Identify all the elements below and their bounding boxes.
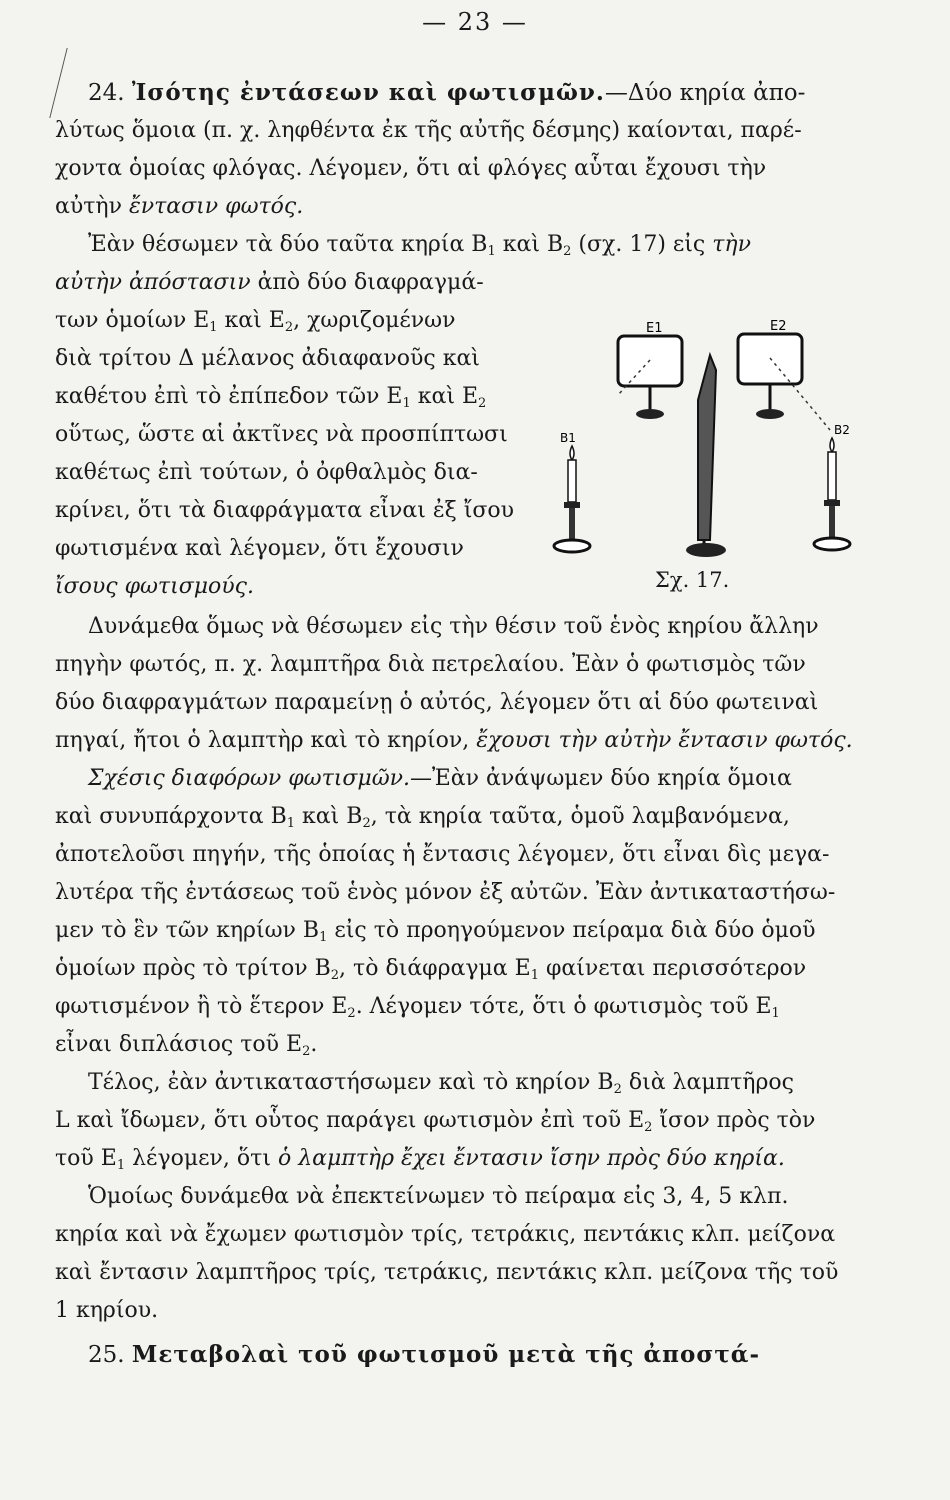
text-fragment: φαίνεται περισσότερον <box>539 956 807 981</box>
text-line: διὰ τρίτου Δ μέλανος ἀδιαφανοῦς καὶ <box>55 346 480 371</box>
text-fragment: ὁμοίων πρὸς τὸ τρίτον Β <box>55 956 331 981</box>
text-fragment: ἴσον πρὸς τὸν <box>652 1108 816 1133</box>
section-25-heading <box>88 1340 760 1370</box>
label-e2: Ε2 <box>770 319 787 334</box>
text-fragment: λέγομεν, ὅτι <box>125 1146 278 1171</box>
subscript: 1 <box>319 930 328 945</box>
subsection-title: Σχέσις διαφόρων φωτισμῶν. <box>88 766 411 791</box>
text-fragment: εἰς τὸ προηγούμενον πείραμα διὰ δύο ὁμοῦ <box>327 918 816 943</box>
text-fragment: Τέλος, ἐὰν ἀντικαταστήσωμεν καὶ τὸ κηρίον Β <box>88 1070 614 1095</box>
text-fragment: καὶ Ε <box>217 308 285 333</box>
section-title: Μεταβολαὶ τοῦ φωτισμοῦ μετὰ τῆς ἀποστά- <box>131 1341 761 1368</box>
label-b1: Β1 <box>560 431 576 445</box>
subscript: 2 <box>644 1120 653 1135</box>
text-line: Ὁμοίως δυνάμεθα νὰ ἐπεκτείνωμεν τὸ πείραμα εἰς 3, 4, 5 κλπ. <box>88 1184 789 1209</box>
subscript: 2 <box>302 1044 311 1059</box>
text-line <box>88 230 751 267</box>
text-fragment: μεν τὸ ἓν τῶν κηρίων Β <box>55 918 320 943</box>
text-fragment: αὐτὴν <box>55 194 129 219</box>
italic-term: ἔχουσι τὴν αὐτὴν ἔντασιν φωτός. <box>476 728 853 753</box>
italic-term: ἔντασιν φωτός. <box>128 194 304 219</box>
text-line: φωτισμένα καὶ λέγομεν, ὅτι ἔχουσιν <box>55 536 464 561</box>
heading-tail: —Δύο κηρία ἀπο- <box>604 80 806 106</box>
text-line <box>88 1068 794 1105</box>
subscript: 1 <box>116 1158 126 1173</box>
text-line <box>55 1106 815 1143</box>
candle-b1 <box>554 446 590 552</box>
text-fragment: διὰ λαμπτῆρος <box>621 1070 794 1095</box>
subscript: 1 <box>771 1006 780 1021</box>
subscript: 1 <box>286 816 296 831</box>
candle-b2 <box>814 438 850 550</box>
text-line <box>55 306 455 343</box>
text-fragment: εἶναι διπλάσιος τοῦ Ε <box>55 1032 303 1057</box>
label-b2: Β2 <box>834 423 850 437</box>
text-line <box>55 192 303 222</box>
text-fragment: ἀπὸ δύο διαφραγμά- <box>250 270 484 295</box>
text-line: κηρία καὶ νὰ ἔχωμεν φωτισμὸν τρίς, τετράκις, πεντάκις κλπ. μείζονα <box>55 1222 836 1247</box>
text-line: οὕτως, ὥστε αἱ ἀκτῖνες νὰ προσπίπτωσι <box>55 422 508 447</box>
subscript: 2 <box>347 1006 356 1021</box>
subscript: 2 <box>563 244 572 259</box>
text-line: κρίνει, ὅτι τὰ διαφράγματα εἶναι ἐξ ἴσου <box>55 498 515 523</box>
italic-term: αὐτὴν ἀπόστασιν <box>55 270 251 295</box>
text-line <box>55 382 486 419</box>
italic-term: τὴν <box>712 232 751 257</box>
section-number: 25. <box>88 1342 125 1368</box>
text-fragment: Ἐὰν θέσωμεν τὰ δύο ταῦτα κηρία Β <box>88 232 488 257</box>
text-line <box>55 726 853 756</box>
text-fragment: —Ἐὰν ἀνάψωμεν δύο κηρία ὅμοια <box>410 766 792 791</box>
text-fragment: φωτισμένον ἢ τὸ ἕτερον Ε <box>55 994 348 1019</box>
page-number: — 23 — <box>422 8 528 36</box>
section-number: 24. <box>88 80 125 106</box>
text-line: ἀποτελοῦσι πηγήν, τῆς ὁποίας ἡ ἔντασις λέγομεν, ὅτι εἶναι δὶς μεγα- <box>55 842 830 867</box>
text-fragment: πηγαί, ἤτοι ὁ λαμπτὴρ καὶ τὸ κηρίον, <box>55 728 477 753</box>
text-line <box>55 954 806 991</box>
text-fragment: καὶ Β <box>495 232 564 257</box>
text-fragment: καὶ Β <box>295 804 363 829</box>
subscript: 1 <box>487 244 496 259</box>
text-line: χοντα ὁμοίας φλόγας. Λέγομεν, ὅτι αἱ φλόγες αὗται ἔχουσι τὴν <box>55 156 767 181</box>
figure-caption: Σχ. 17. <box>655 568 730 592</box>
subscript: 2 <box>613 1082 622 1097</box>
text-fragment: τοῦ Ε <box>55 1146 117 1171</box>
text-line <box>55 268 484 298</box>
text-line: λύτως ὅμοια (π. χ. ληφθέντα ἐκ τῆς αὐτῆς δέσμης) καίονται, παρέ- <box>55 118 802 143</box>
subscript: 1 <box>209 320 218 335</box>
text-line <box>55 1030 317 1067</box>
text-fragment: , χωριζομένων <box>293 308 456 333</box>
opaque-plate-d <box>686 355 726 557</box>
text-fragment: (σχ. 17) εἰς <box>571 232 713 257</box>
text-line <box>55 916 816 953</box>
text-line: δύο διαφραγμάτων παραμείνῃ ὁ αὐτός, λέγομεν ὅτι αἱ δύο φωτειναὶ <box>55 690 819 715</box>
section-title: Ἰσότης ἐντάσεων καὶ φωτισμῶν. <box>131 79 605 106</box>
subscript: 2 <box>330 968 340 983</box>
text-line: πηγὴν φωτός, π. χ. λαμπτῆρα διὰ πετρελαίου. Ἐὰν ὁ φωτισμὸς τῶν <box>55 652 806 677</box>
text-line <box>88 764 792 794</box>
text-fragment: καὶ Ε <box>410 384 479 409</box>
subscript: 1 <box>530 968 540 983</box>
text-fragment: καθέτου ἐπὶ τὸ ἐπίπεδον τῶν Ε <box>55 384 403 409</box>
text-fragment: . <box>310 1032 318 1057</box>
text-fragment: . Λέγομεν τότε, ὅτι ὁ φωτισμὸς τοῦ Ε <box>355 994 772 1019</box>
text-fragment: , τὰ κηρία ταῦτα, ὁμοῦ λαμβανόμενα, <box>370 804 790 829</box>
italic-term: ὁ λαμπτὴρ ἔχει ἔντασιν ἴσην πρὸς δύο κηρία. <box>277 1146 785 1171</box>
text-line: καθέτως ἐπὶ τούτων, ὁ ὀφθαλμὸς δια- <box>55 460 478 485</box>
text-fragment: L καὶ ἴδωμεν, ὅτι οὗτος παράγει φωτισμὸν ἐπὶ τοῦ Ε <box>55 1108 645 1133</box>
text-line: Δυνάμεθα ὅμως νὰ θέσωμεν εἰς τὴν θέσιν τοῦ ἑνὸς κηρίου ἄλλην <box>88 614 819 639</box>
text-line: καὶ ἔντασιν λαμπτῆρος τρίς, τετράκις, πεντάκις κλπ. μείζονα τῆς τοῦ <box>55 1260 839 1285</box>
subscript: 2 <box>478 396 487 411</box>
subscript: 1 <box>402 396 411 411</box>
section-24-heading <box>88 78 805 108</box>
text-line <box>55 1144 785 1181</box>
text-fragment: , τὸ διάφραγμα Ε <box>339 956 531 981</box>
text-line: ἴσους φωτισμούς. <box>55 574 254 599</box>
text-line: 1 κηρίου. <box>55 1298 159 1323</box>
text-fragment: καὶ συνυπάρχοντα Β <box>55 804 287 829</box>
label-e1: Ε1 <box>646 321 663 336</box>
figure-17-illustration <box>548 310 878 600</box>
subscript: 2 <box>284 320 294 335</box>
screen-e1 <box>618 336 682 419</box>
text-line: λυτέρα τῆς ἐντάσεως τοῦ ἑνὸς μόνον ἐξ αὐτῶν. Ἐὰν ἀντικαταστήσω- <box>55 880 836 905</box>
text-fragment: των ὁμοίων Ε <box>55 308 210 333</box>
subscript: 2 <box>362 816 371 831</box>
text-line <box>55 992 780 1029</box>
text-line <box>55 802 790 839</box>
screen-e2 <box>738 334 830 430</box>
